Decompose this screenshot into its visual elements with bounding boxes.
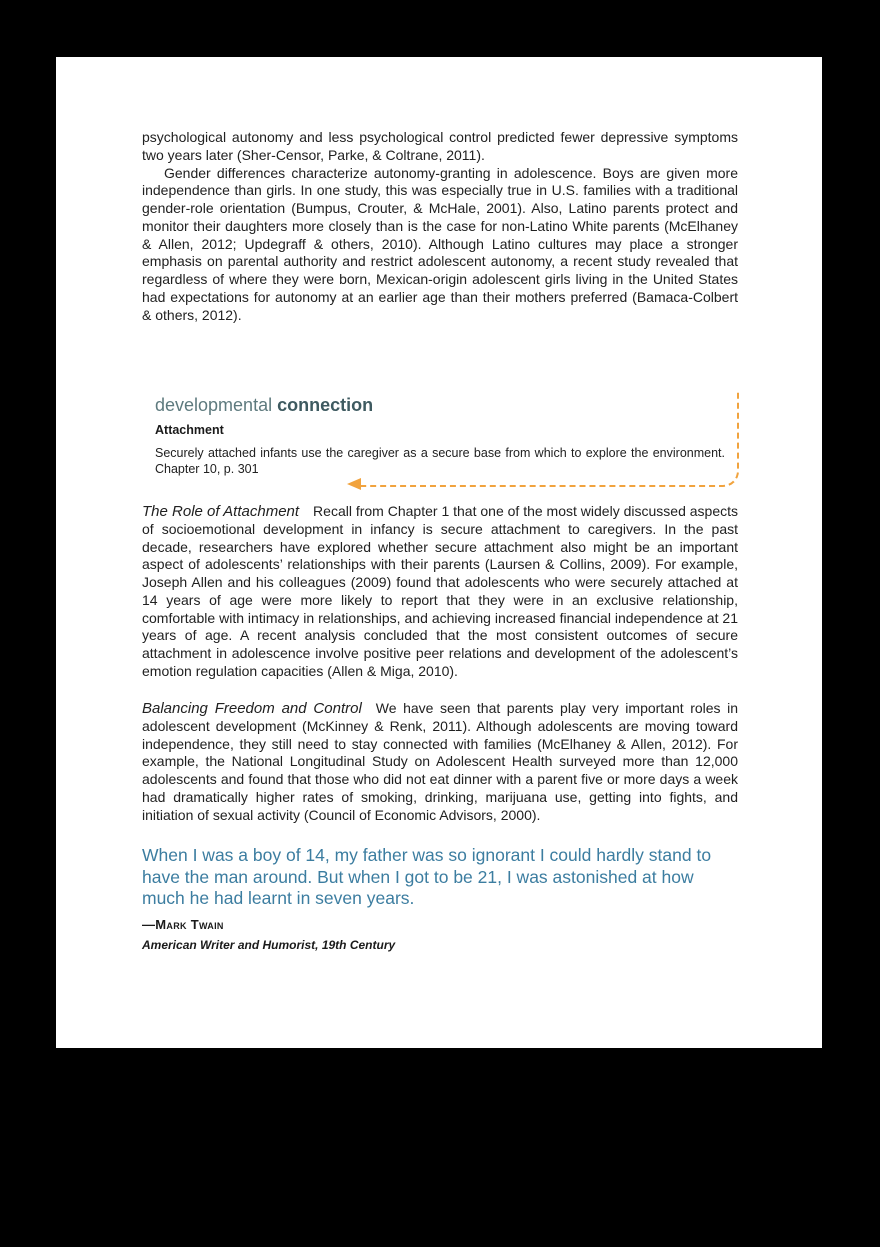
section-heading-role-of-attachment: The Role of Attachment (142, 503, 300, 520)
callout-subtitle: Attachment (155, 423, 224, 437)
section-heading-balancing-freedom-control: Balancing Freedom and Control (142, 700, 362, 717)
quote-text: When I was a boy of 14, my father was so ignorant I could hardly stand to have the man around. But when I got to be 21, I was astonished at how much he had learnt in seven years. (142, 845, 712, 908)
quote-attribution-detail: American Writer and Humorist, 19th Century (142, 938, 396, 952)
section-role-of-attachment (142, 503, 738, 681)
section-body-balancing-freedom-control: We have seen that parents play very important roles in adolescent development (McKinney & Renk, 2011). Although adolescents are moving toward independence, they still need to stay connected with families (McElhaney & Allen, 2012). For example, the National Longitudinal Study on Adolescent Health surveyed more than 12,000 adolescents and found that those who did not eat dinner with a parent five or more days a week had dramatically higher rates of smoking, drinking, marijuana use, getting into fights, and initiation of sexual activity (Council of Economic Advisors, 2000). (142, 700, 738, 823)
callout-title (155, 394, 725, 416)
callout-body: Securely attached infants use the caregiver as a secure base from which to explore the environment. Chapter 10, p. 301 (155, 446, 725, 476)
quote-attribution: —Mark Twain (142, 917, 224, 932)
arrow-left-icon (347, 478, 361, 490)
paragraph-gender-differences: Gender differences characterize autonomy-granting in adolescence. Boys are given more independence than girls. In one study, this was especially true in U.S. families with a traditional gender-role orientation (Bumpus, Crouter, & McHale, 2001). Also, Latino parents protect and monitor their daughters more closely than is the case for non-Latino White parents (McElhaney & Allen, 2012; Updegraff & others, 2010). Although Latino cultures may place a stronger emphasis on parental authority and restrict adolescent autonomy, a recent study revealed that regardless of where they were born, Mexican-origin adolescent girls living in the United States had expectations for autonomy at an earlier age than their mothers preferred (Bamaca-Colbert & others, 2012). (142, 164, 738, 323)
section-balancing-freedom-control (142, 700, 738, 824)
callout-title-bold: connection (277, 395, 374, 415)
developmental-connection-callout (155, 394, 725, 477)
quote-attribution-block (142, 917, 738, 952)
section-body-role-of-attachment: Recall from Chapter 1 that one of the most widely discussed aspects of socioemotional development in infancy is secure attachment to caregivers. In the past decade, researchers have explored whether secure attachment also might be an important aspect of adolescents’ relationships with their parents (Laursen & Collins, 2009). For example, Joseph Allen and his colleagues (2009) found that adolescents who were securely attached at 14 years of age were more likely to report that they were in an exclusive relationship, comfortable with intimacy in relationships, and achieving increased financial independence at 21 years of age. A recent analysis concluded that the most consistent outcomes of secure attachment in adolescence involve positive peer relations and development of the adolescent’s emotion regulation capacities (Allen & Miga, 2010). (142, 503, 738, 679)
paragraph-autonomy-continuation: psychological autonomy and less psychological control predicted fewer depressive symptoms two years later (Sher-Censor, Parke, & Coltrane, 2011). (142, 129, 738, 163)
pull-quote (142, 845, 738, 910)
callout-title-light: developmental (155, 395, 278, 415)
intro-paragraphs (142, 129, 738, 324)
document-page (56, 57, 822, 1048)
